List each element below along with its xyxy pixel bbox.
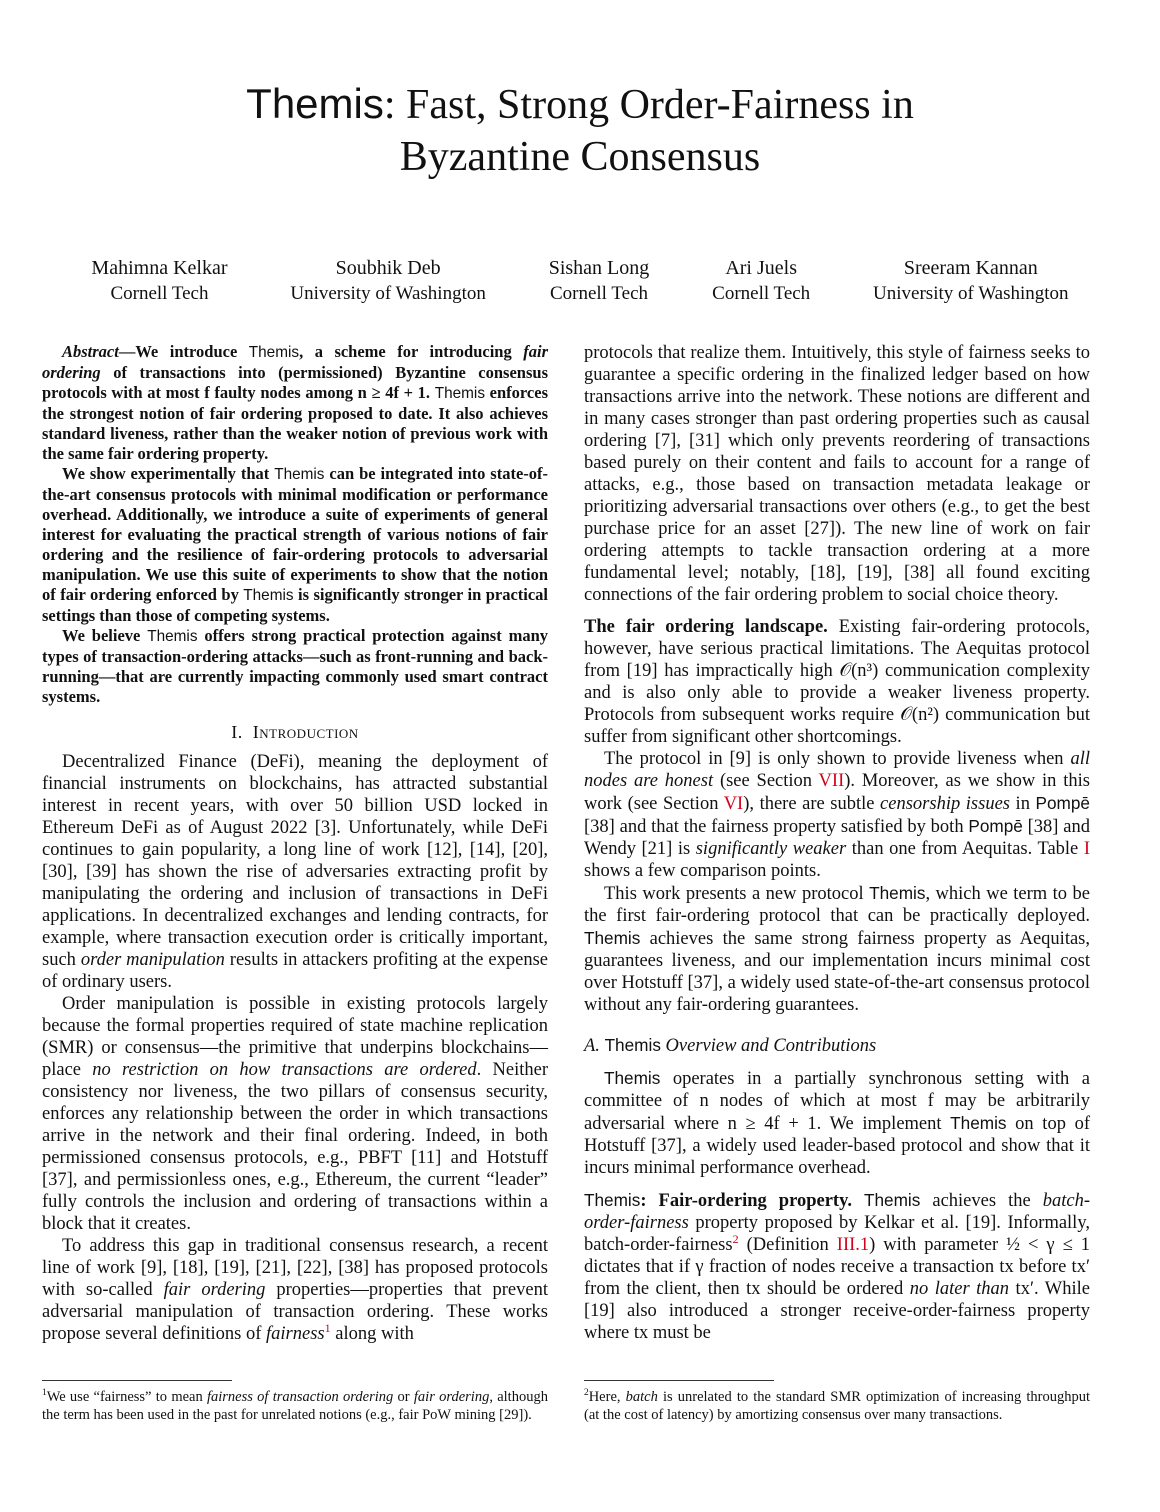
footnote-rule	[42, 1380, 232, 1381]
title-line1: : Fast, Strong Order-Fairness in	[383, 82, 914, 128]
author-block	[549, 255, 650, 307]
author-name: Mahimna Kelkar	[91, 257, 228, 279]
paragraph-heading: : Fair-ordering property.	[640, 1191, 852, 1211]
landscape-paragraph	[584, 616, 1090, 748]
emphasis: batch-order-fairness	[584, 1191, 1090, 1233]
author-block	[290, 255, 486, 307]
text-run: . Neither consistency nor liveness, the two pillars of consensus security, enforces any relationship between the order in which transactions arrive in the network and their final ordering. Indeed, in both permissioned consensus protocols, e.g., PBFT [11] and Hotstuff [37], and permissionless ones, e.g., Ethereum, the current “leader” fully controls the inclusion and ordering of transactions within a block that it creates.	[42, 1060, 549, 1234]
emphasis: fair ordering	[163, 1280, 266, 1300]
system-name: Themis	[147, 628, 198, 645]
footnote-marker[interactable]: 2	[732, 1231, 739, 1246]
right-paragraph-continuation: protocols that realize them. Intuitively, this style of fairness seeks to guarantee a specific ordering in the finalized ledger based on how transactions arrive into the network. These notions are different and in many cases stronger than past ordering properties such as causal ordering [7], [31] which only prevents reordering of transactions based purely on their content and fails to account for a range of attacks, e.g., those based on transaction metadata leakage or prioritizing adversarial transactions over others (e.g., to get the best purchase price for an asset [27]). The new line of work on fair ordering attempts to tackle transaction ordering at a more fundamental level; notably, [18], [19], [38] all found exciting connections of the fair ordering problem to social choice theory.	[584, 343, 1090, 605]
author-affiliation: University of Washington	[290, 283, 486, 304]
text-run: ) with parameter ½ < γ ≤ 1 dictates that if γ fraction of nodes receive a transaction tx before tx′ from the client, then tx should be ordered	[584, 1235, 1091, 1299]
text-run: , although the term has been used in the past for unrelated notions (e.g., fair PoW mining [29]).	[42, 1389, 548, 1423]
author-name: Sreeram Kannan	[903, 257, 1038, 279]
text-run: than one from Aequitas. Table	[846, 839, 1084, 859]
emphasis: no restriction on how transactions are ordered	[92, 1060, 477, 1080]
table-link[interactable]: I	[1083, 839, 1090, 859]
text-run: , which we term to be the first fair-ordering protocol that can be practically deployed.	[584, 884, 1090, 926]
overview-paragraph	[584, 1067, 1090, 1179]
text-run: [38] and that the fairness property satisfied by both	[584, 817, 969, 837]
text-run: To address this gap in traditional consensus research, a recent line of work [9], [18], [19], [21], [22], [38] has proposed protocols with so-called	[42, 1236, 548, 1300]
author-affiliation: University of Washington	[873, 283, 1069, 304]
emphasis: fairness of transaction ordering	[206, 1389, 394, 1405]
text-run: The protocol in [9] is only shown to provide liveness when	[604, 749, 1071, 769]
text-run: Order manipulation is possible in existing protocols largely because the formal properties required of state machine replication (SMR) or consensus—the primitive that underpins blockchains—place	[42, 994, 548, 1080]
system-name: Themis	[434, 385, 485, 402]
text-run: on top of Hotstuff [37], a widely used leader-based protocol and show that it incurs minimal performance overhead.	[584, 1114, 1090, 1178]
text-run: achieves the same strong fairness property as Aequitas, guarantees liveness, and our implementation incurs minimal cost over Hotstuff [37], a widely used state-of-the-art consensus protocol without any fair-ordering guarantees.	[584, 929, 1090, 1015]
author-name: Ari Juels	[725, 257, 797, 279]
text-run: , a scheme for introducing	[299, 342, 524, 361]
emphasis: fair ordering	[413, 1389, 490, 1405]
text-run: along with	[330, 1324, 414, 1344]
text-run: (Definition	[738, 1235, 837, 1255]
text-run: (see Section	[713, 771, 819, 791]
text-run: ), there are subtle	[743, 794, 881, 814]
author-affiliation: Cornell Tech	[549, 283, 649, 304]
text-run: property proposed by Kelkar et al. [19]. Informally, batch-order-fairness	[584, 1213, 1090, 1255]
section-title: Introduction	[252, 722, 359, 742]
paragraph-heading: The fair ordering landscape.	[584, 617, 828, 637]
author-list	[60, 255, 1100, 307]
right-column	[584, 342, 1090, 1344]
footnote-number: 1	[42, 1388, 47, 1399]
abstract-paragraph-1	[42, 342, 548, 464]
system-name: Themis	[584, 928, 641, 948]
text-run: of transactions into (permissioned) Byzantine consensus protocols with at most f faulty nodes among n ≥ 4f + 1.	[42, 363, 548, 402]
footnote-marker[interactable]: 1	[324, 1320, 331, 1335]
system-name: Themis	[248, 344, 300, 361]
system-name: Themis	[274, 466, 325, 483]
fair-ordering-paragraph	[584, 1189, 1090, 1344]
text-run: tx′. While [19] also introduced a stronger receive-order-fairness property where tx must be	[584, 1279, 1090, 1343]
text-run: achieves the	[920, 1191, 1043, 1211]
text-run: is unrelated to the standard SMR optimization of increasing throughput (at the cost of latency) by amortizing consensus over many transactions.	[584, 1389, 1091, 1423]
section-heading-introduction	[42, 721, 548, 743]
paper-title	[0, 78, 1160, 183]
author-name: Soubhik Deb	[335, 257, 441, 279]
system-name: Themis	[869, 883, 926, 903]
system-name: Pompē	[1035, 793, 1090, 813]
system-name: Pompē	[968, 816, 1023, 836]
text-run: [38] and Wendy [21] is	[584, 817, 1090, 859]
emphasis: censorship issues	[880, 794, 1010, 814]
footnote-1	[42, 1388, 548, 1424]
subsection-number: A.	[584, 1036, 600, 1056]
text-run: We use “fairness” to mean	[46, 1389, 207, 1405]
author-block	[873, 255, 1069, 307]
abstract	[42, 342, 548, 707]
emphasis: order manipulation	[80, 950, 225, 970]
intro-paragraph-1	[42, 751, 548, 993]
intro-paragraph-3	[42, 1235, 548, 1345]
author-affiliation: Cornell Tech	[712, 283, 811, 304]
subsection-heading	[584, 1034, 1090, 1057]
emphasis: significantly weaker	[695, 839, 847, 859]
section-link[interactable]: VII	[818, 771, 845, 791]
footnote-number: 2	[584, 1388, 589, 1399]
subsection-title: Overview and Contributions	[660, 1036, 877, 1056]
footnote-2	[584, 1388, 1090, 1424]
title-system-name: Themis	[246, 80, 384, 127]
text-run: Decentralized Finance (DeFi), meaning the deployment of financial instruments on blockchains, has attracted substantial interest in recent years, with over 50 billion USD locked in Ethereum DeFi as of August 2022 [3]. Unfortunately, while DeFi continues to gain popularity, a long line of work [12], [14], [20], [30], [39] has shown the rise of adversaries extracting profit by manipulating the ordering and inclusion of transactions in DeFi applications. In decentralized exchanges and lending contracts, for example, where transaction execution order is critically important, such	[42, 752, 548, 970]
text-run: offers strong practical protection against many types of transaction-ordering attacks—such as front-running and back-running—that are currently impacting commonly used smart contract systems.	[42, 626, 548, 706]
emphasis: fair ordering	[42, 342, 548, 382]
text-run: results in attackers profiting at the expense of ordinary users.	[42, 950, 549, 992]
left-column	[42, 342, 548, 1345]
text-run: or	[393, 1389, 414, 1405]
text-run: properties—properties that prevent adversarial manipulation of transaction ordering. These works propose several definitions of	[42, 1280, 548, 1344]
this-work-paragraph	[584, 882, 1090, 1016]
text-run: We show experimentally that	[62, 464, 275, 483]
author-block	[91, 255, 227, 307]
title-line2: Byzantine Consensus	[399, 134, 761, 180]
text-run: operates in a partially synchronous setting with a committee of n nodes of which at most f may be arbitrarily adversarial where n ≥ 4f + 1. We implement	[584, 1069, 1090, 1134]
emphasis: batch	[625, 1389, 658, 1405]
text-run: enforces the strongest notion of fair ordering proposed to date. It also achieves standard liveness, rather than the weaker notion of previous work with the same fair ordering property.	[42, 383, 549, 463]
emphasis: no later than	[909, 1279, 1010, 1299]
system-name: Themis	[604, 1035, 661, 1055]
section-number: I.	[231, 722, 243, 742]
definition-link[interactable]: III.1	[836, 1235, 870, 1255]
author-name: Sishan Long	[548, 257, 650, 279]
text-run: is significantly stronger in practical settings than those of competing systems.	[42, 585, 549, 625]
author-block	[712, 255, 810, 307]
emphasis: fairness	[266, 1324, 325, 1344]
emphasis: all nodes are honest	[584, 749, 1090, 791]
text-run: Existing fair-ordering protocols, however, have serious practical limitations. The Aequitas protocol from [19] has impractically high 𝒪(n³) communication complexity and is also only able to provide a weaker liveness property. Protocols from subsequent works require 𝒪(n²) communication but suffer from significant other shortcomings.	[584, 617, 1090, 747]
text-run: in	[1009, 794, 1036, 814]
abstract-label: Abstract	[62, 342, 119, 361]
section-link[interactable]: VI	[723, 794, 744, 814]
text-run: can be integrated into state-of-the-art consensus protocols with minimal modification or performance overhead. Additionally, we introduce a suite of experiments of general interest for evaluating the practical strength of various notions of fair ordering and the resilience of fair-ordering protocols to adversarial manipulation. We use this suite of experiments to show that the notion of fair ordering enforced by	[42, 464, 549, 604]
system-name: Themis	[950, 1113, 1007, 1133]
text-run: Here,	[588, 1389, 626, 1405]
text-run: shows a few comparison points.	[584, 861, 821, 881]
author-affiliation: Cornell Tech	[110, 283, 209, 304]
abstract-paragraph-3	[42, 626, 548, 707]
text-run: This work presents a new protocol	[604, 884, 870, 904]
system-name: Themis	[604, 1068, 661, 1088]
intro-paragraph-2	[42, 993, 548, 1235]
system-name: Themis	[243, 587, 294, 604]
text-run: ). Moreover, as we show in this work (see Section	[584, 771, 1090, 814]
protocol-paragraph	[584, 748, 1090, 882]
footnote-rule	[584, 1380, 774, 1381]
system-name: Themis	[863, 1190, 921, 1210]
abstract-paragraph-2	[42, 464, 548, 626]
system-name: Themis	[584, 1190, 641, 1210]
text-run: We believe	[62, 626, 148, 645]
text-run: —We introduce	[118, 342, 249, 361]
